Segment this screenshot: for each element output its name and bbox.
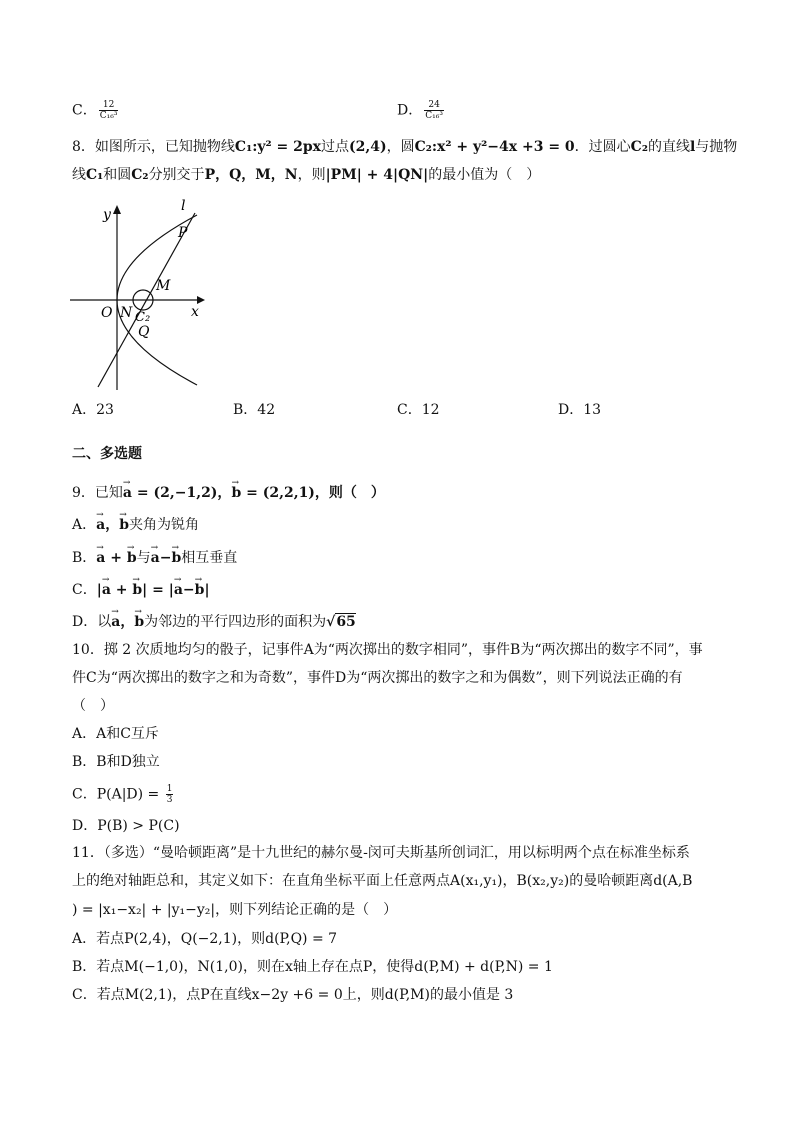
option-letter: C．: [72, 582, 97, 598]
math: C₂: [630, 139, 648, 155]
q7-option-c-label: C．: [72, 102, 97, 119]
q7-option-d-fraction: [424, 100, 444, 121]
q7-option-c: [72, 100, 118, 121]
fraction-denominator: 3: [166, 795, 173, 805]
fraction-numerator: 24: [424, 100, 444, 111]
vector-b: → b: [134, 612, 144, 632]
fraction-denominator: C₁₆³: [99, 111, 118, 121]
text: 为邻边的平行四边形的面积为: [144, 614, 327, 630]
q9-option-c: [72, 580, 210, 600]
vector-a: → a: [96, 548, 105, 568]
math: |: [96, 582, 102, 598]
math: (2,4): [349, 139, 387, 155]
x-axis-arrow-icon: [197, 296, 205, 304]
plus: +: [110, 582, 133, 598]
q10-stem-line3: （ ）: [72, 698, 114, 714]
vector-b: → b: [231, 483, 241, 503]
vector-a: → a: [174, 580, 183, 600]
q9-option-b: [72, 548, 237, 568]
q11-stem-line1: 11．（多选）“曼哈顿距离”是十九世纪的赫尔曼-闵可夫斯基所创词汇，用以标明两个点在标准坐标系: [72, 845, 690, 861]
comma: ，: [105, 517, 120, 533]
math: C₁:y² = 2px: [234, 139, 321, 155]
q8-option-b: B．42: [233, 402, 276, 418]
q10-option-b: B．B和D独立: [72, 754, 160, 770]
q10-option-a: A．A和C互斥: [72, 726, 159, 742]
y-axis-arrow-icon: [113, 205, 121, 214]
label-l: l: [181, 198, 186, 214]
text: 的直线: [647, 139, 690, 155]
comma: ，: [120, 614, 135, 630]
vector-a: → a: [123, 483, 132, 503]
label-c2: C₂: [135, 310, 151, 325]
q7-option-d: [397, 100, 444, 121]
label-q: Q: [138, 324, 150, 340]
q7-option-c-fraction: [99, 100, 119, 121]
q8-option-c: C．12: [397, 402, 440, 418]
label-p: P: [178, 225, 188, 241]
q8-option-d: D．13: [558, 402, 602, 418]
math: |: [204, 582, 210, 598]
label-n: N: [120, 305, 133, 321]
math: |PM| + 4|QN|: [325, 167, 429, 183]
q7-option-d-label: D．: [397, 102, 423, 119]
text: 线: [72, 167, 86, 183]
text: 夹角为锐角: [129, 517, 199, 533]
sqrt-value: 65: [336, 614, 356, 630]
math: P，Q，M，N: [204, 167, 298, 183]
q8-figure: [65, 195, 215, 390]
vector-a: → a: [102, 580, 111, 600]
q8-option-a: A．23: [72, 402, 114, 418]
option-letter: A．: [72, 517, 97, 533]
text: 分别交于: [148, 167, 205, 183]
math: C₂: [131, 167, 149, 183]
text: 与: [136, 550, 151, 566]
label-o: O: [101, 305, 113, 321]
vector-b: → b: [132, 580, 142, 600]
q11-option-b: B．若点M(−1,0)，N(1,0)，则在x轴上存在点P，使得d(P,M) + d(P,N) = 1: [72, 959, 553, 975]
label-x: x: [191, 304, 199, 320]
vector-b: → b: [127, 548, 137, 568]
text: 过点: [321, 139, 349, 155]
q11-option-a: A．若点P(2,4)，Q(−2,1)，则d(P,Q) = 7: [72, 931, 338, 947]
math: = (2,−1,2)，: [132, 485, 232, 501]
text: ，圆: [386, 139, 415, 155]
label-y: y: [103, 207, 111, 223]
vector-a: → a: [96, 515, 105, 535]
fraction-denominator: C₁₆³: [425, 111, 443, 121]
text: 的最小值为（ ）: [428, 167, 541, 183]
text: ．过圆心: [574, 139, 631, 155]
text: 相互垂直: [181, 550, 238, 566]
vector-a: → a: [111, 612, 120, 632]
plus: +: [105, 550, 127, 566]
text: 与抛物: [695, 139, 738, 155]
q9-stem: [72, 483, 385, 503]
q11-stem-line3: ) = |x₁−x₂| + |y₁−y₂|，则下列结论正确的是（ ）: [72, 902, 398, 918]
fraction-numerator: 12: [99, 100, 119, 111]
math: = (2,2,1)，则（ ）: [241, 485, 385, 501]
option-letter: B．: [72, 550, 97, 566]
sqrt-symbol: √: [326, 614, 336, 630]
fraction-numerator: 1: [166, 784, 173, 794]
q10-stem-line1: 10．掷 2 次质地均匀的骰子，记事件A为“两次掷出的数字相同”，事件B为“两次掷出的数字不同”，事: [72, 642, 703, 658]
q10-option-d: D．P(B) > P(C): [72, 818, 180, 834]
fraction: [166, 784, 174, 805]
vector-a: → a: [151, 548, 160, 568]
q9-option-d: [72, 612, 356, 632]
q10-option-c: [72, 784, 173, 805]
math: C₁: [86, 167, 104, 183]
vector-b: → b: [119, 515, 129, 535]
minus: −: [159, 550, 172, 566]
text: ，则: [297, 167, 326, 183]
math: | = |: [142, 582, 174, 598]
math: l: [689, 139, 696, 155]
math: C₂:x² + y²−4x +3 = 0: [414, 139, 575, 155]
minus: −: [182, 582, 195, 598]
label-m: M: [156, 278, 171, 294]
q11-option-c: C．若点M(2,1)，点P在直线x−2y +6 = 0上，则d(P,M)的最小值是 3: [72, 987, 514, 1003]
section-heading: 二、多选题: [72, 446, 142, 462]
q11-stem-line2: 上的绝对轴距总和，其定义如下：在直角坐标平面上任意两点A(x₁,y₁)，B(x₂,y₂)的曼哈顿距离d(A,B: [72, 873, 693, 889]
q8-stem-line2: [72, 165, 540, 185]
q8-stem-line1: [72, 137, 737, 157]
vector-b: → b: [195, 580, 205, 600]
text: 9．已知: [72, 485, 123, 501]
text: C．P(A|D) =: [72, 786, 164, 803]
q9-option-a: [72, 515, 199, 535]
q10-stem-line2: 件C为“两次掷出的数字之和为奇数”，事件D为“两次掷出的数字之和为偶数”，则下列说法正确的有: [72, 670, 683, 686]
vector-b: → b: [171, 548, 181, 568]
text: 8．如图所示，已知抛物线: [72, 139, 235, 155]
text: 和圆: [103, 167, 132, 183]
text: D．以: [72, 614, 112, 630]
